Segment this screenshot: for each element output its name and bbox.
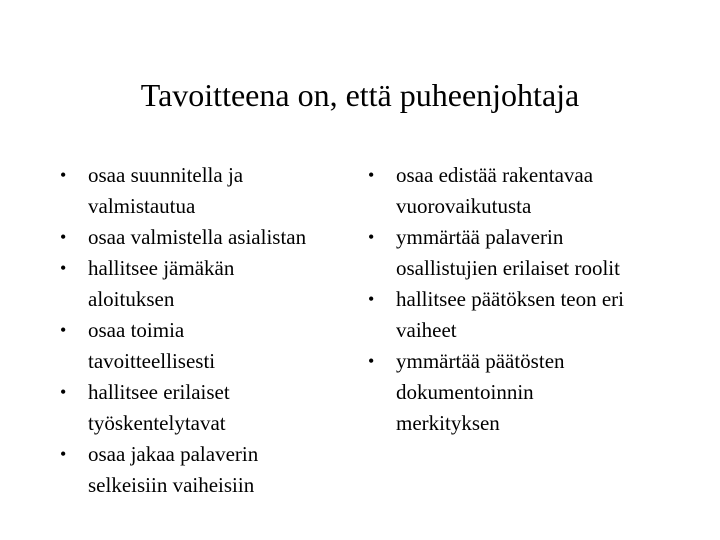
bullet-icon: •	[368, 289, 375, 309]
bullet-text-line: osaa toimia	[88, 318, 185, 342]
right-bullet-list	[366, 160, 676, 439]
bullet-text-line: aloituksen	[88, 287, 175, 311]
bullet-text-line: selkeisiin vaiheisiin	[88, 473, 255, 497]
bullet-item	[366, 160, 676, 222]
bullet-text-line: osaa valmistella asialistan	[88, 225, 307, 249]
bullet-icon: •	[60, 165, 67, 185]
bullet-text-line: tavoitteellisesti	[88, 349, 216, 373]
bullet-item	[58, 315, 358, 377]
bullet-text-line: osaa suunnitella ja	[88, 163, 244, 187]
bullet-text-line: osaa edistää rakentavaa	[396, 163, 594, 187]
bullet-item	[58, 160, 358, 222]
bullet-item	[366, 284, 676, 346]
bullet-item	[366, 222, 676, 284]
bullet-text-line: osaa jakaa palaverin	[88, 442, 259, 466]
bullet-text-line: vaiheet	[396, 318, 457, 342]
bullet-icon: •	[60, 320, 67, 340]
bullet-text-line: merkityksen	[396, 411, 500, 435]
bullet-text-line: työskentelytavat	[88, 411, 226, 435]
bullet-icon: •	[368, 227, 375, 247]
bullet-icon: •	[60, 258, 67, 278]
bullet-text-line: vuorovaikutusta	[396, 194, 532, 218]
bullet-item	[58, 439, 358, 501]
bullet-icon: •	[368, 351, 375, 371]
bullet-icon: •	[60, 382, 67, 402]
slide-title: Tavoitteena on, että puheenjohtaja	[140, 77, 580, 113]
bullet-text-line: hallitsee erilaiset	[88, 380, 230, 404]
bullet-icon: •	[60, 444, 67, 464]
bullet-text-line: osallistujien erilaiset roolit	[396, 256, 620, 280]
bullet-item	[58, 377, 358, 439]
bullet-item	[58, 253, 358, 315]
bullet-text-line: dokumentoinnin	[396, 380, 534, 404]
bullet-text-line: valmistautua	[88, 194, 196, 218]
bullet-text-line: hallitsee päätöksen teon eri	[396, 287, 624, 311]
bullet-icon: •	[60, 227, 67, 247]
bullet-text-line: ymmärtää palaverin	[396, 225, 564, 249]
bullet-text-line: ymmärtää päätösten	[396, 349, 565, 373]
bullet-item	[58, 222, 358, 253]
bullet-text-line: hallitsee jämäkän	[88, 256, 235, 280]
bullet-icon: •	[368, 165, 375, 185]
left-bullet-list	[58, 160, 358, 501]
bullet-item	[366, 346, 676, 439]
